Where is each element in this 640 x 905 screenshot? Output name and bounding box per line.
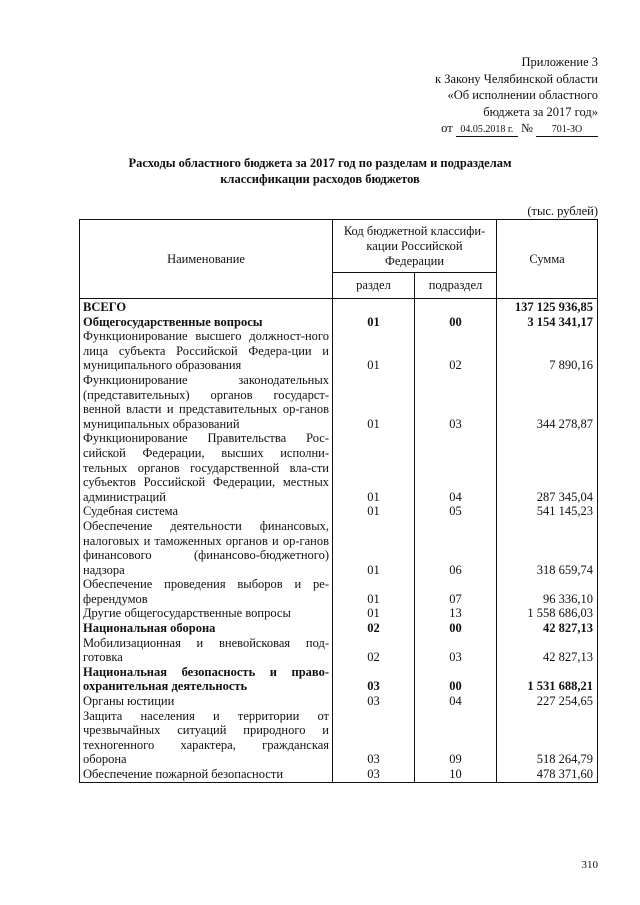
row-sum: 96 336,10 bbox=[497, 577, 598, 606]
row-podrazdel: 00 bbox=[415, 621, 497, 636]
row-razdel: 03 bbox=[333, 709, 415, 767]
row-name: Обеспечение деятельности финансовых, налоговых и таможенных органов и ор-ганов финансового (финансово-бюджетного) надзора bbox=[80, 519, 333, 577]
units-label: (тыс. рублей) bbox=[527, 204, 598, 218]
row-sum: 287 345,04 bbox=[497, 431, 598, 504]
row-name: Национальная безопасность и право-охранительная деятельность bbox=[80, 665, 333, 694]
row-name: Общегосударственные вопросы bbox=[80, 315, 333, 330]
table-row bbox=[80, 504, 598, 519]
row-sum: 227 254,65 bbox=[497, 694, 598, 709]
header-razdel: раздел bbox=[333, 273, 415, 299]
row-podrazdel: 04 bbox=[415, 694, 497, 709]
row-name: Обеспечение проведения выборов и ре-ферендумов bbox=[80, 577, 333, 606]
appendix-block bbox=[338, 54, 598, 137]
row-podrazdel: 03 bbox=[415, 636, 497, 665]
row-podrazdel: 10 bbox=[415, 767, 497, 782]
row-podrazdel: 00 bbox=[415, 315, 497, 330]
row-name: ВСЕГО bbox=[80, 299, 333, 315]
row-razdel: 01 bbox=[333, 504, 415, 519]
table-row bbox=[80, 709, 598, 767]
row-sum: 42 827,13 bbox=[497, 621, 598, 636]
ot-label: от bbox=[441, 121, 453, 135]
document-title bbox=[60, 155, 580, 187]
row-podrazdel: 13 bbox=[415, 606, 497, 621]
appendix-line-3: «Об исполнении областного bbox=[447, 88, 598, 102]
row-sum: 3 154 341,17 bbox=[497, 315, 598, 330]
table-row bbox=[80, 606, 598, 621]
table-row bbox=[80, 299, 598, 315]
row-sum: 518 264,79 bbox=[497, 709, 598, 767]
header-code: Код бюджетной классифи-кации Российской Федерации bbox=[333, 220, 497, 273]
table-row bbox=[80, 577, 598, 606]
row-name: Мобилизационная и вневойсковая под-готовка bbox=[80, 636, 333, 665]
row-razdel bbox=[333, 299, 415, 315]
row-razdel: 01 bbox=[333, 315, 415, 330]
title-line-2: классификации расходов бюджетов bbox=[220, 172, 420, 186]
row-sum: 1 531 688,21 bbox=[497, 665, 598, 694]
row-razdel: 01 bbox=[333, 519, 415, 577]
appendix-line-4: бюджета за 2017 год» bbox=[483, 104, 598, 119]
row-name: Органы юстиции bbox=[80, 694, 333, 709]
table-row bbox=[80, 621, 598, 636]
row-razdel: 03 bbox=[333, 665, 415, 694]
row-razdel: 01 bbox=[333, 606, 415, 621]
row-sum: 137 125 936,85 bbox=[497, 299, 598, 315]
table-row bbox=[80, 373, 598, 431]
appendix-date-line bbox=[338, 120, 598, 137]
row-name: Защита населения и территории от чрезвычайных ситуаций природного и техногенного характера, гражданская оборона bbox=[80, 709, 333, 767]
row-podrazdel: 07 bbox=[415, 577, 497, 606]
number-label: № bbox=[520, 121, 533, 135]
row-name: Функционирование Правительства Рос-сийской Федерации, высших исполни-тельных органов государственной вла-сти субъектов Российской Федерации, местных администраций bbox=[80, 431, 333, 504]
row-razdel: 03 bbox=[333, 694, 415, 709]
row-sum: 42 827,13 bbox=[497, 636, 598, 665]
row-podrazdel: 06 bbox=[415, 519, 497, 577]
law-date: 04.05.2018 г. bbox=[456, 123, 518, 137]
row-name: Обеспечение пожарной безопасности bbox=[80, 767, 333, 782]
table-row bbox=[80, 519, 598, 577]
title-line-1: Расходы областного бюджета за 2017 год по разделам и подразделам bbox=[128, 156, 512, 170]
row-razdel: 01 bbox=[333, 431, 415, 504]
table-row bbox=[80, 329, 598, 373]
row-sum: 344 278,87 bbox=[497, 373, 598, 431]
header-podrazdel: подраздел bbox=[415, 273, 497, 299]
row-name: Судебная система bbox=[80, 504, 333, 519]
row-podrazdel: 03 bbox=[415, 373, 497, 431]
law-number: 701-ЗО bbox=[536, 123, 598, 137]
header-sum: Сумма bbox=[497, 220, 598, 299]
row-podrazdel: 05 bbox=[415, 504, 497, 519]
row-podrazdel: 00 bbox=[415, 665, 497, 694]
table-row bbox=[80, 665, 598, 694]
table-row bbox=[80, 315, 598, 330]
row-name: Другие общегосударственные вопросы bbox=[80, 606, 333, 621]
row-podrazdel bbox=[415, 299, 497, 315]
expenditure-table bbox=[79, 219, 598, 783]
table-row bbox=[80, 431, 598, 504]
row-podrazdel: 04 bbox=[415, 431, 497, 504]
row-sum: 1 558 686,03 bbox=[497, 606, 598, 621]
row-razdel: 01 bbox=[333, 329, 415, 373]
row-name: Функционирование законодательных (представительных) органов государст-венной власти и представительных ор-ганов муниципальных образований bbox=[80, 373, 333, 431]
row-razdel: 01 bbox=[333, 373, 415, 431]
row-razdel: 02 bbox=[333, 621, 415, 636]
row-podrazdel: 09 bbox=[415, 709, 497, 767]
appendix-line-1: Приложение 3 bbox=[521, 55, 598, 69]
table-row bbox=[80, 694, 598, 709]
page-number: 310 bbox=[581, 859, 598, 871]
row-sum: 7 890,16 bbox=[497, 329, 598, 373]
appendix-line-2: к Закону Челябинской области bbox=[435, 71, 598, 86]
row-podrazdel: 02 bbox=[415, 329, 497, 373]
table-row bbox=[80, 767, 598, 782]
row-sum: 478 371,60 bbox=[497, 767, 598, 782]
header-name: Наименование bbox=[80, 220, 333, 299]
row-razdel: 01 bbox=[333, 577, 415, 606]
row-name: Функционирование высшего должност-ного лица субъекта Российской Федера-ции и муниципального образования bbox=[80, 329, 333, 373]
table-row bbox=[80, 636, 598, 665]
row-name: Национальная оборона bbox=[80, 621, 333, 636]
row-sum: 318 659,74 bbox=[497, 519, 598, 577]
row-razdel: 02 bbox=[333, 636, 415, 665]
row-razdel: 03 bbox=[333, 767, 415, 782]
row-sum: 541 145,23 bbox=[497, 504, 598, 519]
